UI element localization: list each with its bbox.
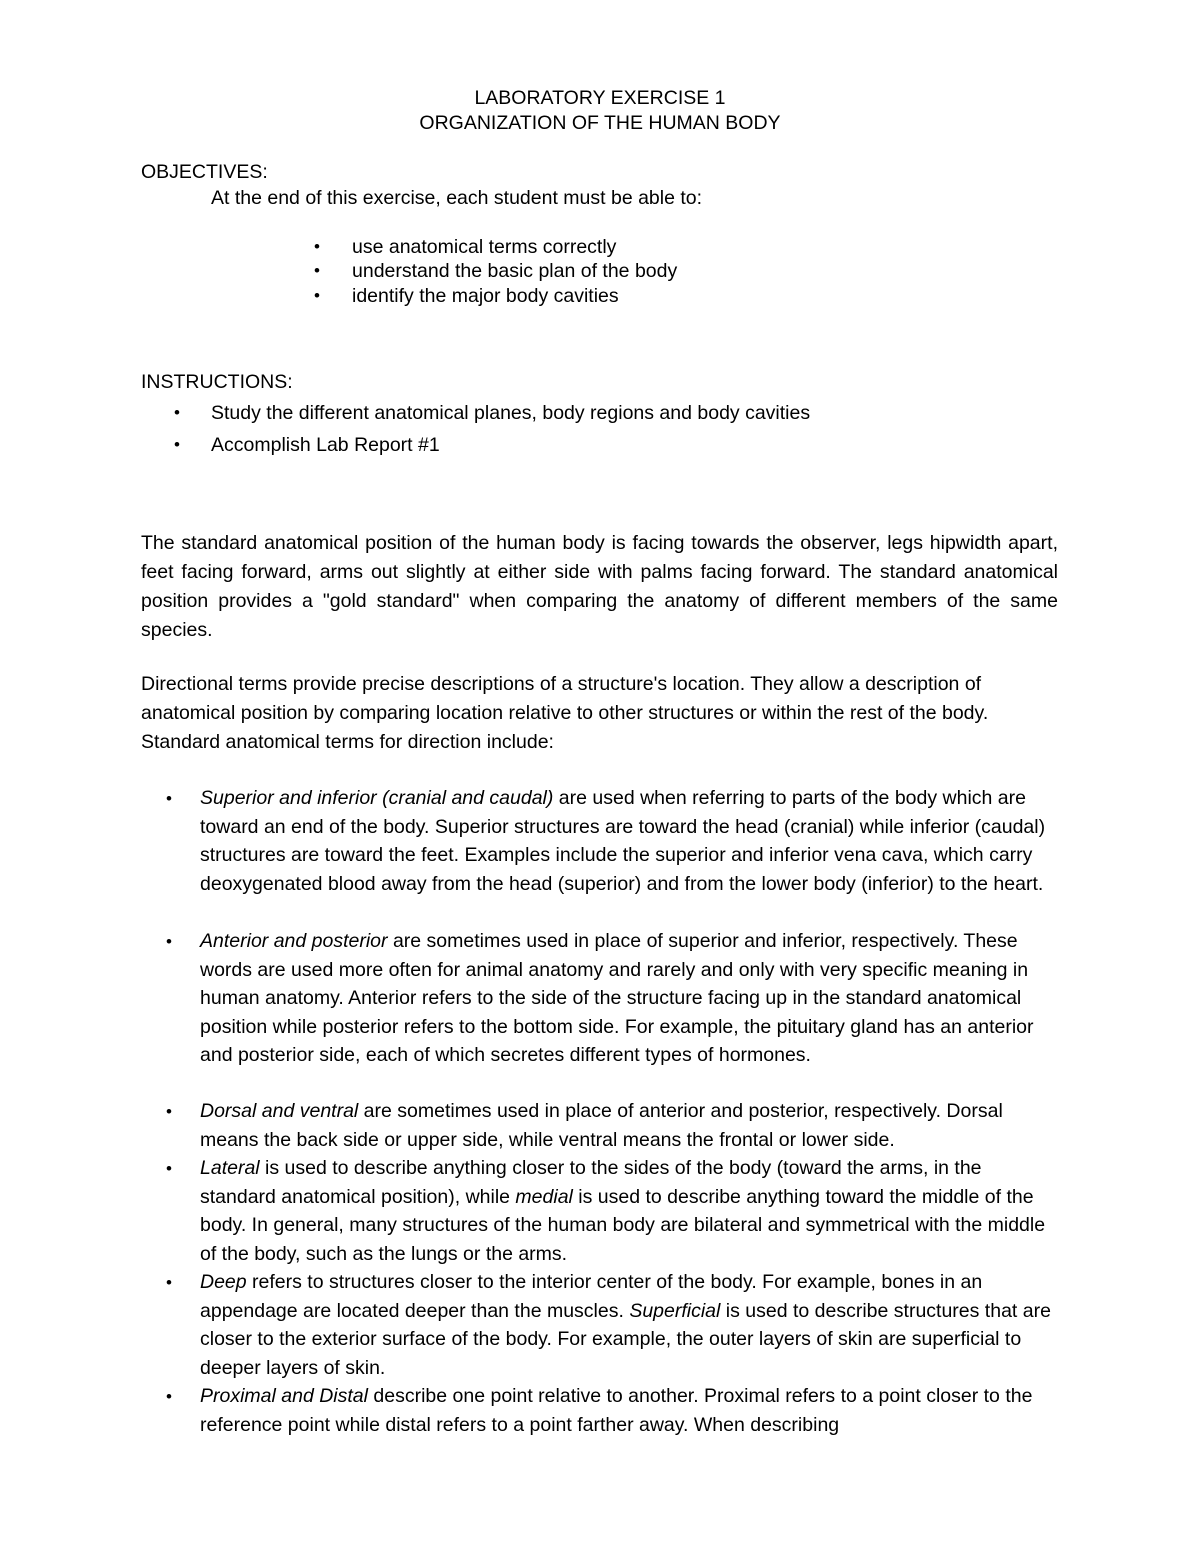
anatomical-position-paragraph: The standard anatomical position of the human body is facing towards the observer, legs hipwidth apart, feet facing forward, arms out slightly at either side with palms facing forward. The standard anatomical position provides a "gold standard" when comparing the anatomy of different members of the same species. xyxy=(141,532,1058,641)
objectives-intro: At the end of this exercise, each student must be able to: xyxy=(211,187,703,209)
objectives-heading: OBJECTIVES: xyxy=(141,161,268,183)
term-description: is used to describe structures that are closer to the exterior surface of the body. For example, the outer layers of skin are superficial to deeper layers of skin. xyxy=(200,1299,1051,1379)
bullet-icon: • xyxy=(166,932,172,951)
term-name: Lateral xyxy=(200,1157,260,1179)
bullet-icon: • xyxy=(166,1159,172,1178)
bullet-icon: • xyxy=(166,789,172,808)
term-name: medial xyxy=(515,1185,573,1208)
bullet-icon: • xyxy=(314,237,320,256)
objective-item: use anatomical terms correctly xyxy=(352,236,617,258)
list-item-text xyxy=(200,1382,1062,1439)
objective-item: understand the basic plan of the body xyxy=(352,260,678,282)
list-item-text xyxy=(200,1154,1062,1268)
list-item-text xyxy=(200,1097,1062,1154)
term-description: is used to describe anything toward the middle of the body. In general, many structures of the human body are bilateral and symmetrical with the middle of the body, such as the lungs or the arms. xyxy=(200,1185,1046,1265)
instruction-item: Study the different anatomical planes, body regions and body cavities xyxy=(211,402,811,424)
bullet-icon: • xyxy=(314,261,320,280)
term-name: Proximal and Distal xyxy=(200,1385,368,1407)
term-name: Anterior and posterior xyxy=(200,930,388,952)
term-name: Deep xyxy=(200,1271,247,1293)
bullet-icon: • xyxy=(166,1387,172,1406)
directional-terms-paragraph: Directional terms provide precise descriptions of a structure's location. They allow a description of anatomical position by comparing location relative to other structures or within the rest of the body. Standard anatomical terms for direction include: xyxy=(141,673,989,753)
bullet-icon: • xyxy=(166,1102,172,1121)
term-name: Dorsal and ventral xyxy=(200,1100,359,1122)
bullet-icon: • xyxy=(166,1273,172,1292)
term-name: Superior and inferior (cranial and caudal) xyxy=(200,787,554,809)
term-description: is used to describe anything closer to the sides of the body (toward the arms, in the standard anatomical position), while xyxy=(200,1157,982,1208)
bullet-icon: • xyxy=(174,435,180,454)
bullet-icon: • xyxy=(314,286,320,305)
document-title: LABORATORY EXERCISE 1 xyxy=(474,87,726,109)
term-description: are used when referring to parts of the body which are toward an end of the body. Superior structures are toward the head (cranial) while inferior (caudal) structures are toward the feet. Examples include the superior and inferior vena cava, which carry deoxygenated blood away from the head (superior) and from the lower body (inferior) to the heart. xyxy=(200,787,1046,895)
list-item-text xyxy=(200,1268,1062,1382)
list-item-text xyxy=(200,927,1062,1070)
document-subtitle: ORGANIZATION OF THE HUMAN BODY xyxy=(419,112,781,134)
term-description: are sometimes used in place of superior and inferior, respectively. These words are used more often for animal anatomy and rarely and only with very specific meaning in human anatomy. Anterior refers to the side of the structure facing up in the standard anatomical position while posterior refers to the bottom side. For example, the pituitary gland has an anterior and posterior side, each of which secretes different types of hormones. xyxy=(200,930,1034,1067)
term-description: are sometimes used in place of anterior and posterior, respectively. Dorsal means the back side or upper side, while ventral means the frontal or lower side. xyxy=(200,1100,1003,1151)
list-item-text xyxy=(200,784,1062,898)
objective-item: identify the major body cavities xyxy=(352,285,619,307)
term-description: describe one point relative to another. Proximal refers to a point closer to the reference point while distal refers to a point farther away. When describing xyxy=(200,1385,1033,1436)
term-description: refers to structures closer to the interior center of the body. For example, bones in an appendage are located deeper than the muscles. xyxy=(200,1271,983,1322)
instructions-heading: INSTRUCTIONS: xyxy=(141,371,293,393)
instruction-item: Accomplish Lab Report #1 xyxy=(211,434,440,456)
term-name: Superficial xyxy=(629,1299,721,1322)
bullet-icon: • xyxy=(174,403,180,422)
